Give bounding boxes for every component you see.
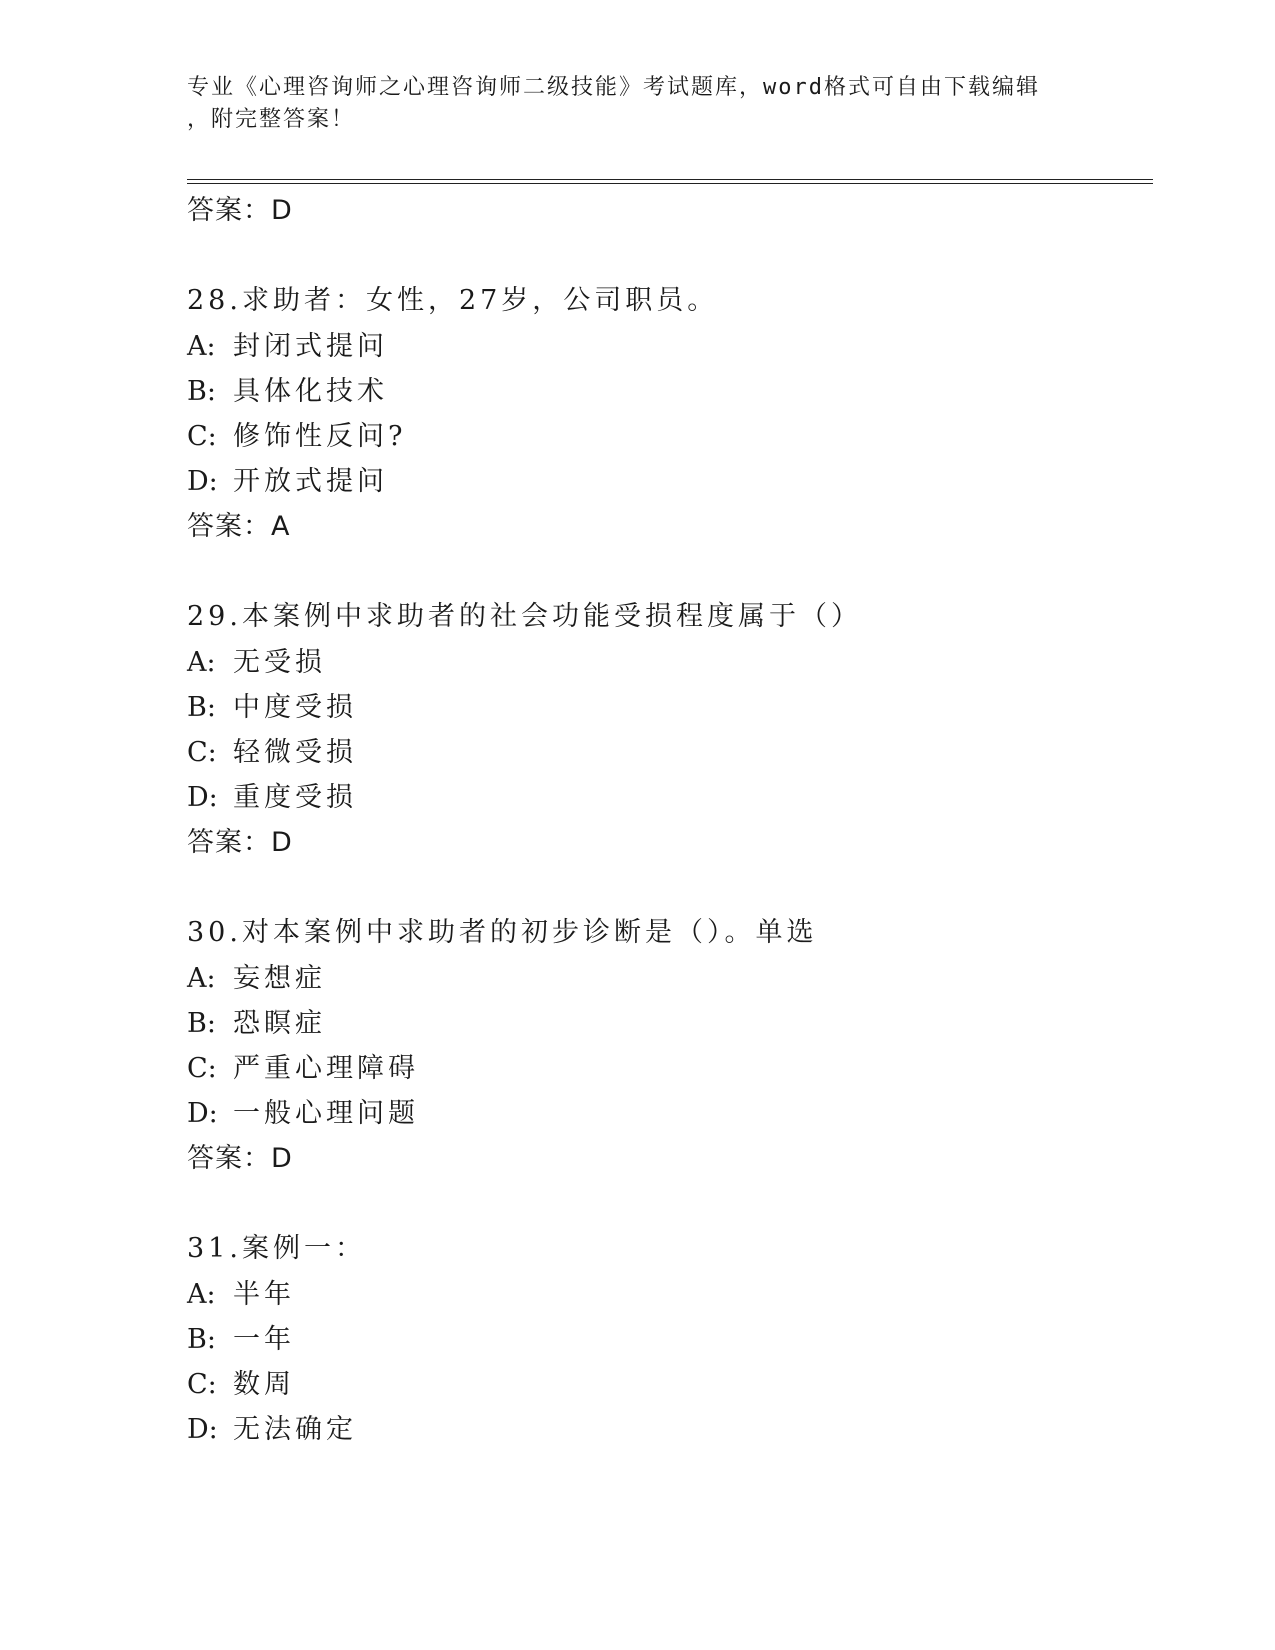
option-text: 中度受损 [233,692,357,723]
question-block [187,910,1147,1226]
answer-line: 答案：A [187,511,291,542]
option-key: D: [187,1098,218,1129]
option-key: A: [187,963,216,994]
option-key: D: [187,1414,218,1445]
option-b [187,1317,1147,1362]
option-text: 数周 [233,1369,295,1400]
option-key: A: [187,331,216,362]
option-text: 重度受损 [233,782,357,813]
question-block [187,1226,1147,1452]
option-text: 妄想症 [233,963,326,994]
option-key: C: [187,421,217,452]
option-a [187,324,1147,369]
option-key: B: [187,376,216,407]
option-b [187,369,1147,414]
option-key: B: [187,1324,216,1355]
option-d [187,1091,1147,1136]
option-text: 无法确定 [233,1414,357,1445]
option-key: C: [187,1053,217,1084]
option-text: 一年 [233,1324,295,1355]
document-header [187,72,1107,136]
option-key: D: [187,466,218,497]
spacer [187,1182,1147,1226]
option-text: 半年 [233,1279,295,1310]
option-key: D: [187,782,218,813]
option-text: 无受损 [233,647,326,678]
option-c [187,1362,1147,1407]
spacer [187,234,1147,278]
question-list [187,188,1147,1452]
option-text: 封闭式提问 [233,331,388,362]
option-c [187,1046,1147,1091]
header-divider-top [187,179,1153,180]
answer-line: 答案：D [187,1143,293,1174]
option-a [187,640,1147,685]
option-c [187,730,1147,775]
option-key: A: [187,647,216,678]
answer-line: 答案：D [187,195,293,226]
option-a [187,956,1147,1001]
option-b [187,685,1147,730]
option-key: B: [187,1008,216,1039]
answer-line: 答案：D [187,827,293,858]
option-text: 一般心理问题 [233,1098,419,1129]
header-divider-bottom [187,183,1153,184]
option-b [187,1001,1147,1046]
option-d [187,459,1147,504]
spacer [187,550,1147,594]
option-key: B: [187,692,216,723]
header-title-line-1: 专业《心理咨询师之心理咨询师二级技能》考试题库，word格式可自由下载编辑 [187,75,1040,100]
question-text: 28.求助者：女性，27岁，公司职员。 [187,285,719,316]
option-d [187,775,1147,820]
question-block [187,278,1147,594]
option-text: 开放式提问 [233,466,388,497]
option-text: 恐瞑症 [233,1008,326,1039]
option-d [187,1407,1147,1452]
spacer [187,866,1147,910]
question-text: 30.对本案例中求助者的初步诊断是（）。单选 [187,917,818,948]
option-key: C: [187,737,217,768]
option-key: C: [187,1369,217,1400]
question-block [187,594,1147,910]
option-text: 轻微受损 [233,737,357,768]
question-text: 29.本案例中求助者的社会功能受损程度属于（） [187,601,862,632]
option-text: 严重心理障碍 [233,1053,419,1084]
option-text: 修饰性反问? [233,421,407,452]
option-a [187,1272,1147,1317]
option-key: A: [187,1279,216,1310]
option-c [187,414,1147,459]
question-text: 31.案例一： [187,1233,366,1264]
option-text: 具体化技术 [233,376,388,407]
header-title-line-2: ，附完整答案！ [187,107,356,132]
